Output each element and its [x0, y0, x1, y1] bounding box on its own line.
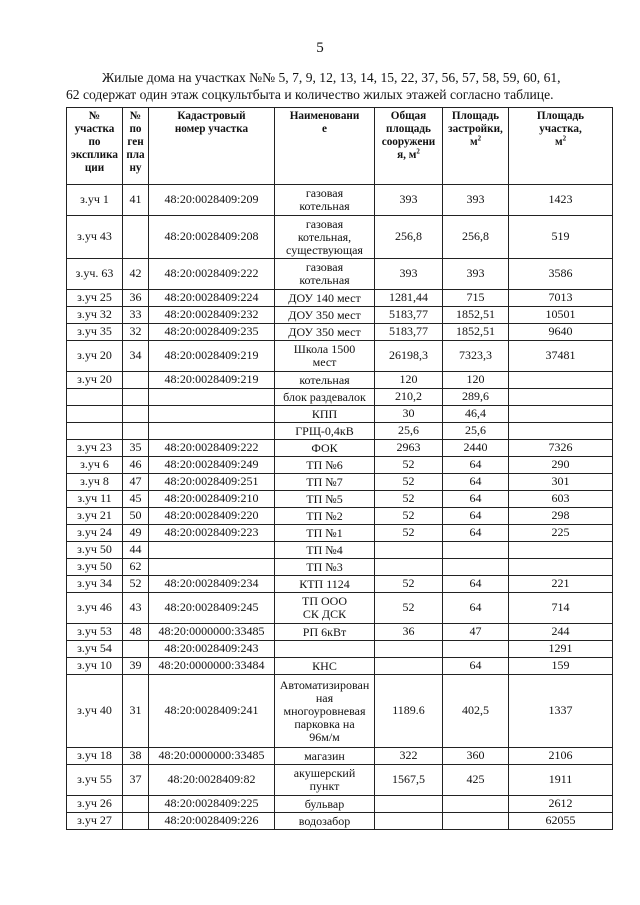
cell-genplan-number: 48: [123, 624, 149, 641]
cell-plot-area: 519: [509, 216, 613, 259]
cell-cadastral-number: 48:20:0028409:249: [149, 457, 275, 474]
table-row: [67, 641, 613, 658]
table-row: [67, 341, 613, 372]
cell-plot-area: 2612: [509, 796, 613, 813]
header-total-area: Общая площадь сооружени я, $м^2$: [375, 108, 443, 185]
cell-name: газовая котельная, существующая: [275, 216, 375, 259]
cell-name: ТП №2: [275, 508, 375, 525]
cell-plot-id: з.уч 50: [67, 542, 123, 559]
cell-genplan-number: [123, 389, 149, 406]
cell-plot-area: [509, 389, 613, 406]
header-building-area: Площадь застройки, $м^2$: [443, 108, 509, 185]
cell-plot-id: з.уч 35: [67, 324, 123, 341]
cell-building-area: 64: [443, 491, 509, 508]
cell-name: газовая котельная: [275, 185, 375, 216]
cell-genplan-number: 49: [123, 525, 149, 542]
cell-name: РП 6кВт: [275, 624, 375, 641]
cell-name: КНС: [275, 658, 375, 675]
cell-cadastral-number: 48:20:0000000:33484: [149, 658, 275, 675]
cell-cadastral-number: 48:20:0028409:222: [149, 259, 275, 290]
table-row: [67, 658, 613, 675]
cell-cadastral-number: 48:20:0028409:222: [149, 440, 275, 457]
table-row: [67, 389, 613, 406]
cell-plot-id: з.уч 26: [67, 796, 123, 813]
cell-building-area: 64: [443, 474, 509, 491]
cell-name: ТП №1: [275, 525, 375, 542]
cell-plot-id: з.уч 25: [67, 290, 123, 307]
table-row: [67, 813, 613, 830]
cell-plot-id: з.уч 8: [67, 474, 123, 491]
cell-total-area: [375, 641, 443, 658]
cell-plot-area: 3586: [509, 259, 613, 290]
unit-superscript: 2: [477, 134, 482, 143]
cell-total-area: [375, 796, 443, 813]
cell-genplan-number: [123, 796, 149, 813]
cell-plot-id: з.уч 34: [67, 576, 123, 593]
cell-plot-id: з.уч 53: [67, 624, 123, 641]
cell-total-area: 5183,77: [375, 324, 443, 341]
cell-total-area: 393: [375, 185, 443, 216]
cell-plot-id: з.уч 11: [67, 491, 123, 508]
header-cadastral-number: Кадастровый номер участка: [149, 108, 275, 185]
cell-genplan-number: [123, 372, 149, 389]
cell-plot-id: з.уч 24: [67, 525, 123, 542]
cell-total-area: 52: [375, 491, 443, 508]
cell-plot-area: 1423: [509, 185, 613, 216]
cell-cadastral-number: 48:20:0000000:33485: [149, 624, 275, 641]
cell-total-area: [375, 542, 443, 559]
cell-plot-area: 1337: [509, 675, 613, 748]
cell-cadastral-number: 48:20:0028409:208: [149, 216, 275, 259]
table-row: [67, 796, 613, 813]
table-row: [67, 216, 613, 259]
cell-name: КПП: [275, 406, 375, 423]
cell-building-area: 1852,51: [443, 324, 509, 341]
cell-genplan-number: 37: [123, 765, 149, 796]
cell-building-area: 64: [443, 525, 509, 542]
cell-plot-id: з.уч 50: [67, 559, 123, 576]
cell-name: Школа 1500 мест: [275, 341, 375, 372]
cell-plot-area: 225: [509, 525, 613, 542]
cell-plot-area: 62055: [509, 813, 613, 830]
cell-name: ТП ООО СК ДСК: [275, 593, 375, 624]
cell-plot-area: 7326: [509, 440, 613, 457]
cell-total-area: 1189.6: [375, 675, 443, 748]
cell-cadastral-number: 48:20:0028409:234: [149, 576, 275, 593]
cell-total-area: 26198,3: [375, 341, 443, 372]
cell-total-area: 25,6: [375, 423, 443, 440]
cell-plot-id: з.уч 23: [67, 440, 123, 457]
cell-plot-area: 10501: [509, 307, 613, 324]
cell-building-area: 64: [443, 593, 509, 624]
cell-plot-id: з.уч 21: [67, 508, 123, 525]
table-header-row: [67, 108, 613, 185]
cell-name: ТП №3: [275, 559, 375, 576]
cell-plot-id: з.уч 40: [67, 675, 123, 748]
cell-name: водозабор: [275, 813, 375, 830]
table-row: [67, 508, 613, 525]
cell-plot-area: 301: [509, 474, 613, 491]
table-row: [67, 290, 613, 307]
cell-total-area: 210,2: [375, 389, 443, 406]
table-row: [67, 185, 613, 216]
cell-plot-area: [509, 423, 613, 440]
cell-building-area: [443, 559, 509, 576]
cell-building-area: [443, 542, 509, 559]
cell-plot-area: 603: [509, 491, 613, 508]
cell-plot-id: з.уч 6: [67, 457, 123, 474]
cell-cadastral-number: 48:20:0028409:220: [149, 508, 275, 525]
cell-plot-area: 37481: [509, 341, 613, 372]
cell-genplan-number: 31: [123, 675, 149, 748]
cell-plot-area: 1291: [509, 641, 613, 658]
table-row: [67, 675, 613, 748]
cell-building-area: [443, 641, 509, 658]
table-row: [67, 474, 613, 491]
cell-total-area: 5183,77: [375, 307, 443, 324]
cell-name: ФОК: [275, 440, 375, 457]
cell-genplan-number: 36: [123, 290, 149, 307]
cell-plot-id: [67, 423, 123, 440]
cell-plot-area: 7013: [509, 290, 613, 307]
cell-building-area: 2440: [443, 440, 509, 457]
cell-name: ГРЩ-0,4кВ: [275, 423, 375, 440]
cell-name: ТП №5: [275, 491, 375, 508]
cell-total-area: 120: [375, 372, 443, 389]
cell-plot-id: з.уч 55: [67, 765, 123, 796]
cell-total-area: 36: [375, 624, 443, 641]
cell-cadastral-number: 48:20:0028409:209: [149, 185, 275, 216]
table-row: [67, 457, 613, 474]
cell-cadastral-number: 48:20:0028409:219: [149, 372, 275, 389]
table-row: [67, 259, 613, 290]
cell-cadastral-number: 48:20:0028409:219: [149, 341, 275, 372]
cell-genplan-number: 62: [123, 559, 149, 576]
cell-total-area: 52: [375, 474, 443, 491]
cell-total-area: 52: [375, 525, 443, 542]
cell-plot-area: 290: [509, 457, 613, 474]
cell-building-area: 47: [443, 624, 509, 641]
cell-total-area: 1567,5: [375, 765, 443, 796]
header-plot-explication: № участка по эксплика ции: [67, 108, 123, 185]
cell-name: ТП №6: [275, 457, 375, 474]
header-genplan-number: № по ген пла ну: [123, 108, 149, 185]
cell-genplan-number: 45: [123, 491, 149, 508]
cell-genplan-number: 39: [123, 658, 149, 675]
table-row: [67, 525, 613, 542]
cell-plot-id: [67, 389, 123, 406]
cell-genplan-number: 41: [123, 185, 149, 216]
table-row: [67, 748, 613, 765]
objects-table: [66, 107, 613, 830]
cell-building-area: 393: [443, 259, 509, 290]
cell-genplan-number: 44: [123, 542, 149, 559]
cell-total-area: 2963: [375, 440, 443, 457]
cell-total-area: 1281,44: [375, 290, 443, 307]
cell-plot-id: з.уч 20: [67, 341, 123, 372]
cell-genplan-number: 50: [123, 508, 149, 525]
cell-total-area: 30: [375, 406, 443, 423]
cell-genplan-number: [123, 406, 149, 423]
cell-cadastral-number: 48:20:0028409:82: [149, 765, 275, 796]
cell-cadastral-number: 48:20:0028409:210: [149, 491, 275, 508]
cell-name: КТП 1124: [275, 576, 375, 593]
cell-name: котельная: [275, 372, 375, 389]
cell-genplan-number: 38: [123, 748, 149, 765]
cell-name: бульвар: [275, 796, 375, 813]
intro-line-2: 62 содержат один этаж соцкультбыта и количество жилых этажей согласно таблице.: [66, 87, 554, 102]
cell-building-area: 289,6: [443, 389, 509, 406]
cell-genplan-number: 52: [123, 576, 149, 593]
cell-plot-id: з.уч 1: [67, 185, 123, 216]
table-row: [67, 491, 613, 508]
cell-plot-id: з.уч 18: [67, 748, 123, 765]
cell-total-area: 256,8: [375, 216, 443, 259]
cell-building-area: 360: [443, 748, 509, 765]
unit-superscript: 2: [562, 134, 567, 143]
cell-building-area: 425: [443, 765, 509, 796]
table-row: [67, 593, 613, 624]
cell-building-area: 1852,51: [443, 307, 509, 324]
cell-plot-id: з.уч 32: [67, 307, 123, 324]
cell-plot-area: 2106: [509, 748, 613, 765]
cell-building-area: [443, 796, 509, 813]
cell-genplan-number: [123, 641, 149, 658]
table-row: [67, 559, 613, 576]
cell-plot-id: з.уч 54: [67, 641, 123, 658]
intro-line-1: Жилые дома на участках №№ 5, 7, 9, 12, 13, 14, 15, 22, 37, 56, 57, 58, 59, 60, 61,: [102, 70, 561, 85]
cell-cadastral-number: 48:20:0028409:243: [149, 641, 275, 658]
cell-total-area: [375, 559, 443, 576]
header-name: Наименовани е: [275, 108, 375, 185]
table-row: [67, 576, 613, 593]
cell-cadastral-number: 48:20:0028409:225: [149, 796, 275, 813]
cell-plot-area: [509, 372, 613, 389]
cell-name: ТП №7: [275, 474, 375, 491]
cell-cadastral-number: [149, 423, 275, 440]
table-row: [67, 624, 613, 641]
cell-total-area: 322: [375, 748, 443, 765]
cell-cadastral-number: 48:20:0028409:245: [149, 593, 275, 624]
table-row: [67, 765, 613, 796]
cell-name: акушерский пункт: [275, 765, 375, 796]
unit-superscript: 2: [416, 147, 420, 156]
cell-plot-id: [67, 406, 123, 423]
cell-cadastral-number: 48:20:0028409:224: [149, 290, 275, 307]
cell-total-area: 52: [375, 576, 443, 593]
cell-genplan-number: [123, 216, 149, 259]
cell-cadastral-number: 48:20:0028409:235: [149, 324, 275, 341]
cell-cadastral-number: 48:20:0028409:232: [149, 307, 275, 324]
cell-genplan-number: 32: [123, 324, 149, 341]
cell-total-area: 52: [375, 508, 443, 525]
cell-plot-area: 1911: [509, 765, 613, 796]
cell-genplan-number: [123, 813, 149, 830]
cell-plot-area: 9640: [509, 324, 613, 341]
cell-plot-id: з.уч 27: [67, 813, 123, 830]
cell-cadastral-number: 48:20:0000000:33485: [149, 748, 275, 765]
cell-plot-area: 298: [509, 508, 613, 525]
cell-building-area: 64: [443, 658, 509, 675]
header-plot-area: Площадь участка, $м^2$: [509, 108, 613, 185]
cell-building-area: 25,6: [443, 423, 509, 440]
cell-genplan-number: 42: [123, 259, 149, 290]
cell-cadastral-number: [149, 406, 275, 423]
cell-total-area: 52: [375, 457, 443, 474]
cell-genplan-number: 43: [123, 593, 149, 624]
cell-building-area: 402,5: [443, 675, 509, 748]
cell-cadastral-number: [149, 389, 275, 406]
cell-name: газовая котельная: [275, 259, 375, 290]
intro-paragraph: [66, 69, 612, 103]
cell-building-area: [443, 813, 509, 830]
cell-building-area: 256,8: [443, 216, 509, 259]
cell-total-area: [375, 813, 443, 830]
cell-genplan-number: 47: [123, 474, 149, 491]
cell-cadastral-number: 48:20:0028409:223: [149, 525, 275, 542]
cell-plot-id: з.уч 10: [67, 658, 123, 675]
cell-cadastral-number: 48:20:0028409:241: [149, 675, 275, 748]
page-number: 5: [316, 40, 324, 56]
cell-name: блок раздевалок: [275, 389, 375, 406]
cell-name: магазин: [275, 748, 375, 765]
cell-building-area: 46,4: [443, 406, 509, 423]
table-row: [67, 440, 613, 457]
cell-plot-area: [509, 406, 613, 423]
cell-genplan-number: 46: [123, 457, 149, 474]
cell-name: ДОУ 140 мест: [275, 290, 375, 307]
table-row: [67, 423, 613, 440]
cell-building-area: 64: [443, 457, 509, 474]
cell-genplan-number: [123, 423, 149, 440]
cell-plot-area: 221: [509, 576, 613, 593]
cell-plot-id: з.уч 20: [67, 372, 123, 389]
cell-cadastral-number: [149, 542, 275, 559]
table-row: [67, 307, 613, 324]
cell-cadastral-number: 48:20:0028409:226: [149, 813, 275, 830]
cell-building-area: 7323,3: [443, 341, 509, 372]
table-row: [67, 324, 613, 341]
cell-plot-id: з.уч. 63: [67, 259, 123, 290]
cell-plot-area: [509, 542, 613, 559]
cell-building-area: 120: [443, 372, 509, 389]
cell-total-area: 393: [375, 259, 443, 290]
cell-genplan-number: 33: [123, 307, 149, 324]
cell-building-area: 64: [443, 576, 509, 593]
cell-plot-area: 714: [509, 593, 613, 624]
cell-total-area: [375, 658, 443, 675]
cell-name: Автоматизирован ная многоуровневая парковка на 96м/м: [275, 675, 375, 748]
cell-name: ДОУ 350 мест: [275, 307, 375, 324]
cell-name: [275, 641, 375, 658]
cell-genplan-number: 35: [123, 440, 149, 457]
cell-plot-area: [509, 559, 613, 576]
cell-genplan-number: 34: [123, 341, 149, 372]
cell-building-area: 64: [443, 508, 509, 525]
cell-plot-area: 244: [509, 624, 613, 641]
cell-plot-area: 159: [509, 658, 613, 675]
cell-name: ДОУ 350 мест: [275, 324, 375, 341]
cell-building-area: 715: [443, 290, 509, 307]
cell-plot-id: з.уч 43: [67, 216, 123, 259]
cell-cadastral-number: [149, 559, 275, 576]
cell-name: ТП №4: [275, 542, 375, 559]
cell-building-area: 393: [443, 185, 509, 216]
cell-total-area: 52: [375, 593, 443, 624]
cell-plot-id: з.уч 46: [67, 593, 123, 624]
cell-cadastral-number: 48:20:0028409:251: [149, 474, 275, 491]
table-row: [67, 406, 613, 423]
table-body: [67, 185, 613, 830]
table-row: [67, 372, 613, 389]
table-row: [67, 542, 613, 559]
